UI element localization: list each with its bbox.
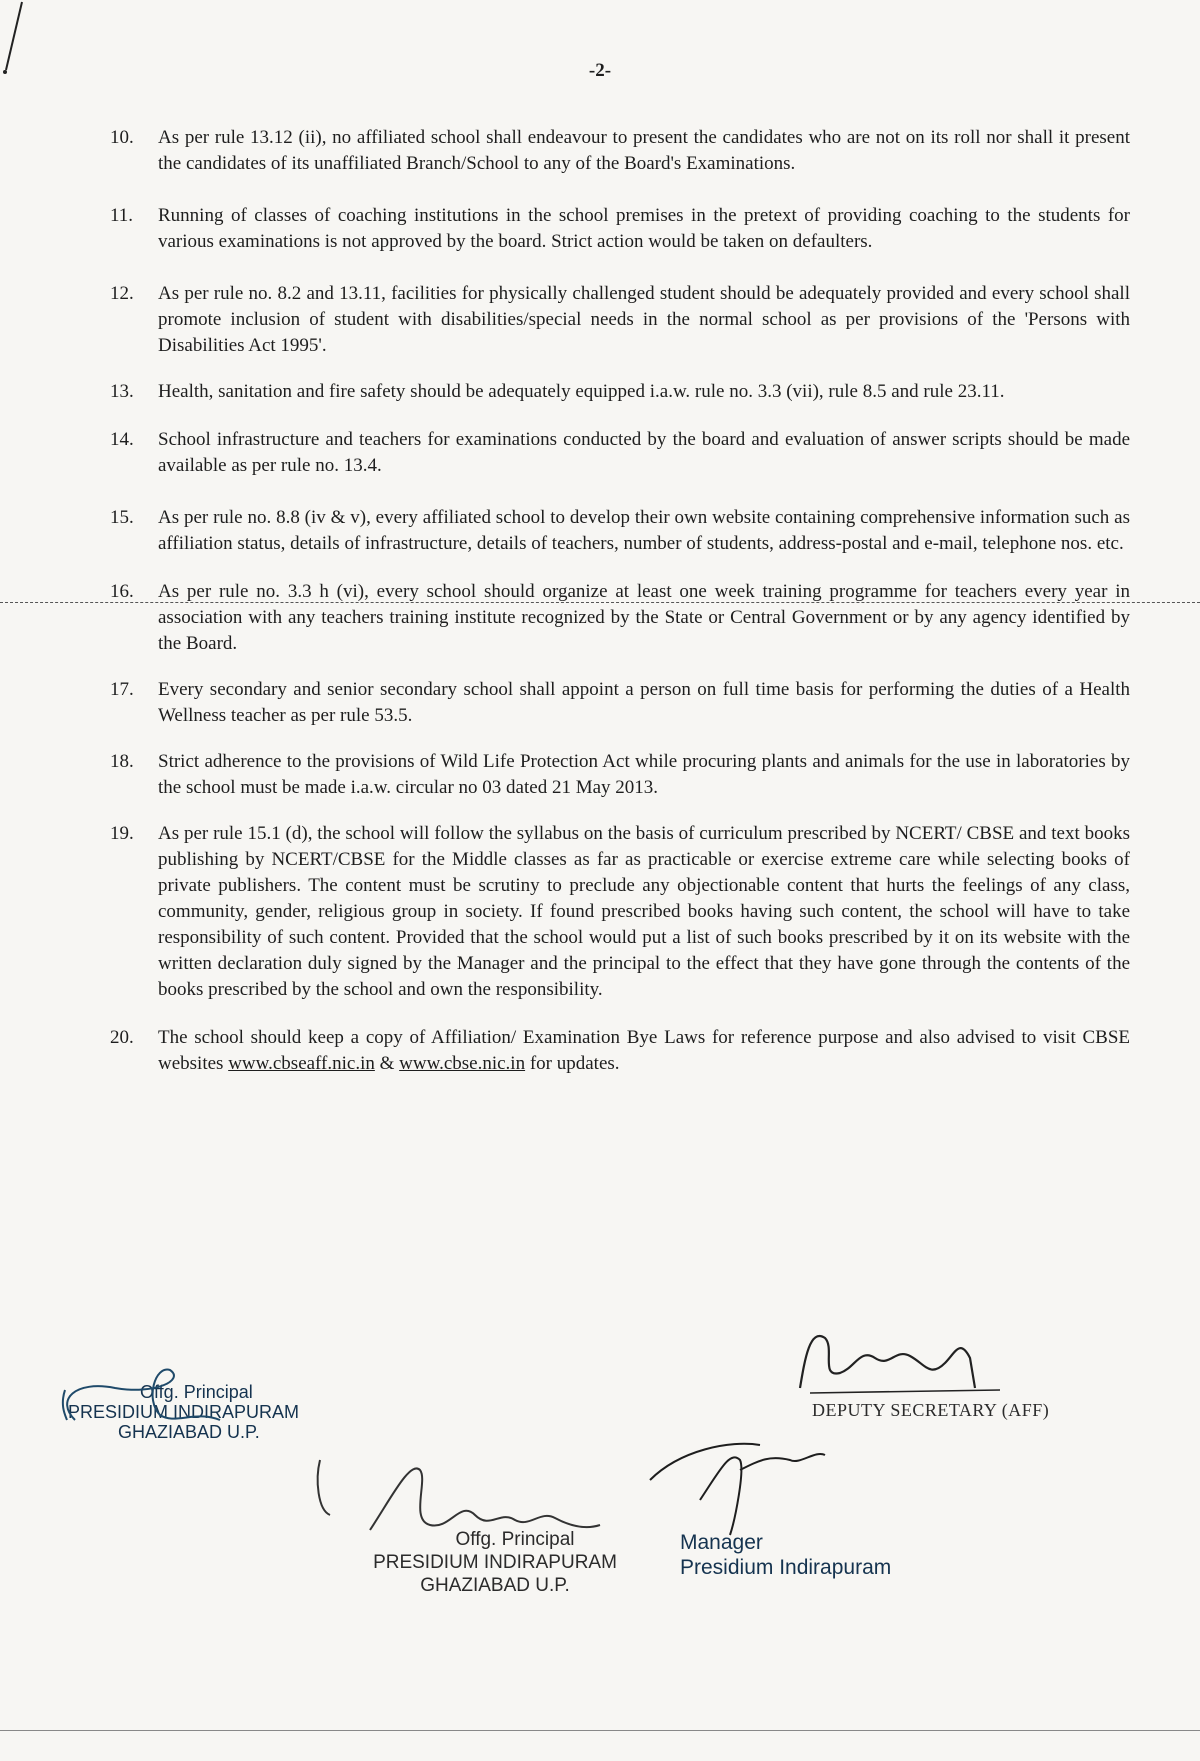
deputy-secretary-title: DEPUTY SECRETARY (AFF) [812,1400,1050,1420]
item-text [158,1025,1130,1077]
list-item [110,203,1130,255]
item-text: As per rule no. 3.3 h (vi), every school should organize at least one week training programme for teachers every year in association with any teachers training institute recognized by the State or Central Government or by any agency identified by the Board. [158,581,1130,654]
stamp-line: Offg. Principal [140,1382,253,1402]
item-text: As per rule 15.1 (d), the school will follow the syllabus on the basis of curriculum prescribed by NCERT/ CBSE and text books publishing by NCERT/CBSE for the Middle classes as far as practicable or exercise extreme care while selecting books of private publishers. The content must be scrutiny to preclude any objectionable content that hurts the feelings of any class, community, gender, religious group in society. If found prescribed books having such content, the school will have to take responsibility of such content. Provided that the school would put a list of such books prescribed by it on its website with the written declaration duly signed by the Manager and the principal to the effect that they have gone through the contents of the books prescribed by the school and own the responsibility. [158,823,1130,1000]
list-item [110,821,1130,1003]
list-item [110,749,1130,801]
principal-stamp-center [345,1528,645,1597]
item-text: As per rule no. 8.2 and 13.11, facilities for physically challenged student should be adequately provided and every school shall promote inclusion of student with disabilities/special needs in the normal school as per provisions of the 'Persons with Disabilities Act 1995'. [158,283,1130,356]
item-number: 17. [110,679,134,700]
item-number: 14. [110,429,134,450]
item-number: 10. [110,127,134,148]
list-item [110,677,1130,729]
item-number: 12. [110,283,134,304]
rules-list [110,125,1130,1077]
item-text-part: The school should keep a copy of Affiliation/ Examination Bye Laws for reference purpose and also advised to visit CBSE websites [158,1027,1130,1074]
item-number: 13. [110,381,134,402]
item-text: Every secondary and senior secondary school shall appoint a person on full time basis for performing the duties of a Health Wellness teacher as per rule 53.5. [158,679,1130,726]
page-number: -2- [588,60,612,81]
item-text-part: & [374,1053,400,1074]
list-item [110,125,1130,177]
cbseaff-link[interactable]: www.cbseaff.nic.in [228,1053,375,1074]
item-text-part: for updates. [525,1053,620,1074]
item-text: As per rule 13.12 (ii), no affiliated school shall endeavour to present the candidates who are not on its roll nor shall it present the candidates of its unaffiliated Branch/School to any of the Board's Examinations. [158,127,1130,174]
stamp-line: Presidium Indirapuram [680,1556,892,1579]
manager-signature [640,1420,860,1540]
item-number: 15. [110,507,134,528]
stamp-line: PRESIDIUM INDIRAPURAM [68,1402,300,1422]
list-item [110,281,1130,359]
cut-line [0,1730,1200,1731]
item-text: Strict adherence to the provisions of Wild Life Protection Act while procuring plants and animals for the use in laboratories by the school must be made i.a.w. circular no 03 dated 21 May 2013. [158,751,1130,798]
item-text: Health, sanitation and fire safety should be adequately equipped i.a.w. rule no. 3.3 (vii), rule 8.5 and rule 23.11. [158,381,1005,402]
stamp-line: Offg. Principal [455,1529,575,1550]
cbse-link[interactable]: www.cbse.nic.in [399,1053,526,1074]
item-number: 11. [110,205,134,226]
list-item [110,379,1130,405]
list-item [110,579,1130,657]
principal-stamp-left [62,1382,362,1442]
list-item [110,505,1130,557]
item-number: 18. [110,751,134,772]
stamp-line: GHAZIABAD U.P. [420,1575,570,1596]
item-text: School infrastructure and teachers for examinations conducted by the board and evaluation of answer scripts should be made available as per rule no. 13.4. [158,429,1130,476]
stamp-line: PRESIDIUM INDIRAPURAM [373,1552,617,1573]
list-item [110,1025,1130,1077]
item-number: 20. [110,1027,134,1048]
cut-line [0,602,1200,603]
stamp-line: Manager [680,1531,763,1554]
item-number: 19. [110,823,134,844]
item-text: Running of classes of coaching institutions in the school premises in the pretext of providing coaching to the students for various examinations is not approved by the board. Strict action would be taken on defaulters. [158,205,1130,252]
item-text: As per rule no. 8.8 (iv & v), every affiliated school to develop their own website containing comprehensive information such as affiliation status, details of infrastructure, details of teachers, number of students, address-postal and e-mail, telephone nos. etc. [158,507,1130,554]
deputy-secretary-signature [780,1318,1020,1408]
stamp-line: GHAZIABAD U.P. [118,1422,260,1442]
item-number: 16. [110,581,134,602]
manager-stamp [680,1530,891,1580]
list-item [110,427,1130,479]
